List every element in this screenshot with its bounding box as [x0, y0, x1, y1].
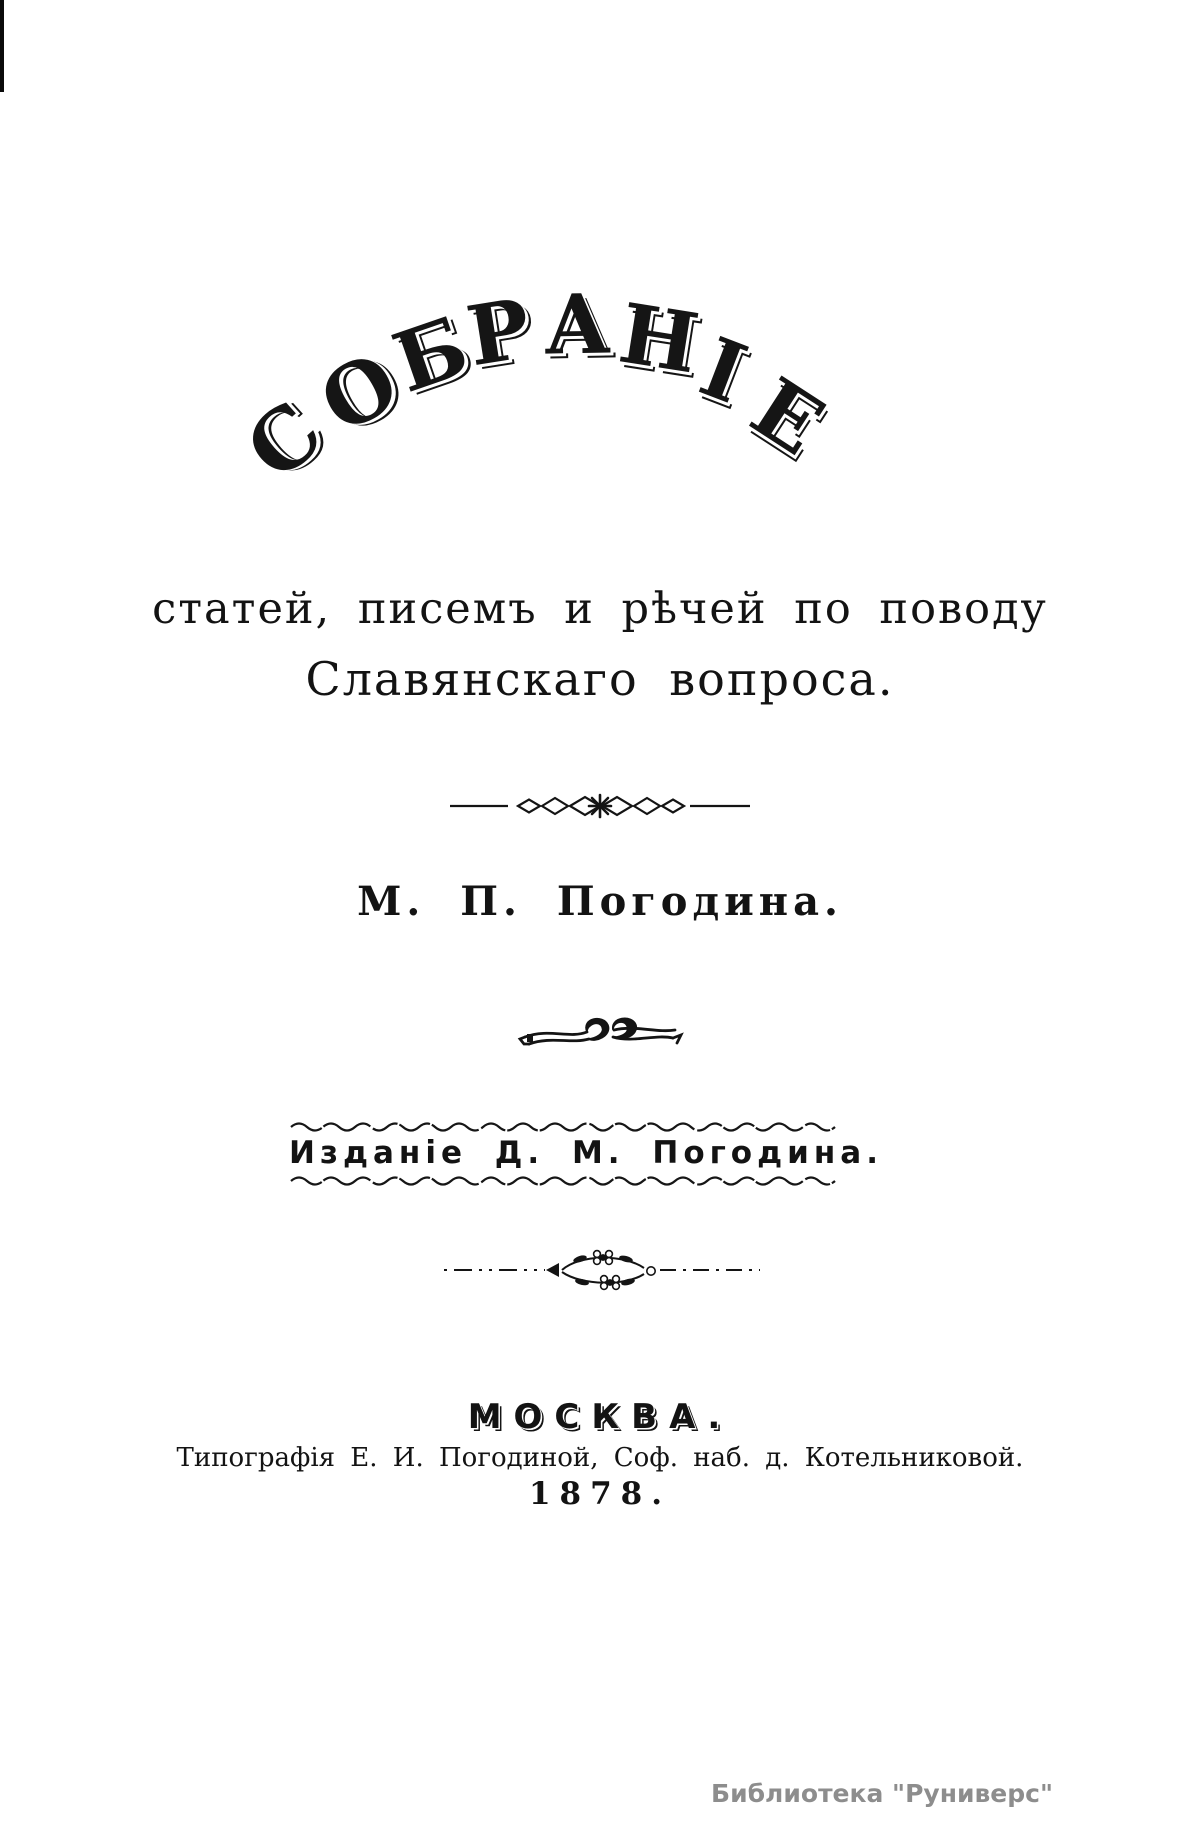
floral-ornament-icon	[442, 1248, 762, 1292]
arch-letter: А	[543, 276, 612, 374]
arch-letter: С	[228, 383, 342, 499]
arch-letter: І	[688, 319, 759, 423]
subtitle-line-1: статей, писемъ и рѣчей по поводу	[152, 584, 1048, 634]
edition-note: Изданіе Д. М. Погодина.	[289, 1135, 883, 1171]
arch-letter: Б	[382, 298, 480, 412]
wavy-rule-bottom-icon	[289, 1174, 855, 1186]
diamond-rule-ornament-icon	[450, 793, 750, 819]
book-title-arch	[0, 0, 1200, 560]
imprint-year: 1878.	[528, 1476, 672, 1512]
arch-letter: Р	[460, 280, 537, 386]
author-name: М. П. Погодина.	[357, 878, 843, 925]
library-watermark: Библиотека "Руниверс"	[711, 1779, 1053, 1808]
arch-letter: Е	[734, 359, 840, 475]
imprint-printer: Типографія Е. И. Погодиной, Соф. наб. д. Котельниковой.	[176, 1443, 1024, 1473]
arch-letter: О	[304, 333, 415, 453]
edition-note-box	[289, 1120, 883, 1186]
subtitle-line-2: Славянскаго вопроса.	[305, 652, 895, 706]
arch-letter: Н	[612, 285, 705, 393]
wavy-rule-top-icon	[289, 1120, 855, 1132]
imprint-city: МОСКВА.	[467, 1397, 733, 1437]
ribbon-scroll-ornament-icon	[515, 1012, 685, 1052]
